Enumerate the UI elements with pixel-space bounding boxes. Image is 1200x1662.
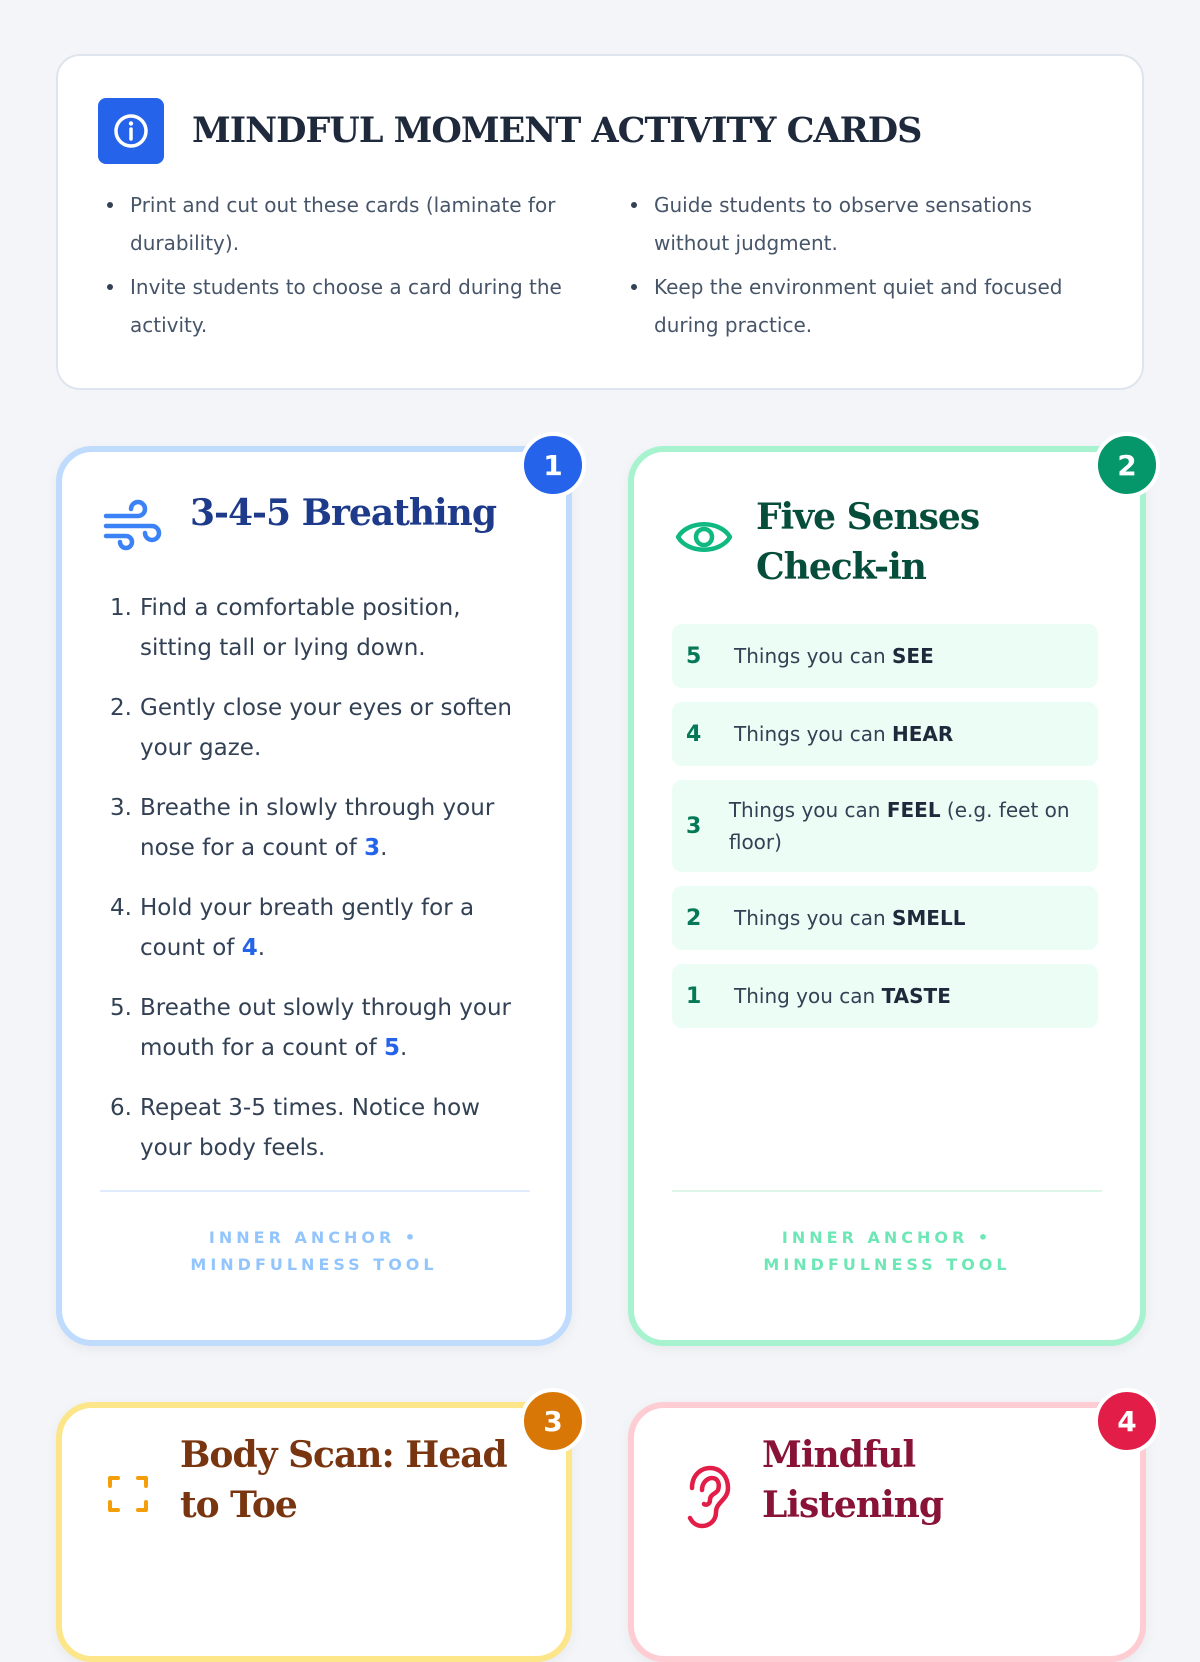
sense-item: 1 Thing you can TASTE	[672, 964, 1098, 1028]
scan-icon	[106, 1472, 150, 1520]
instructions-card	[56, 54, 1144, 390]
step-item: 6. Repeat 3-5 times. Notice how your body feels.	[110, 1095, 480, 1161]
activity-card-body-scan	[56, 1402, 572, 1662]
instructions-list-right	[630, 186, 1100, 350]
card-title: Mindful Listening	[762, 1434, 943, 1526]
sense-item: 4 Things you can HEAR	[672, 702, 1098, 766]
activity-card-five-senses	[628, 446, 1146, 1346]
instruction-item: Invite students to choose a card during the activity.	[106, 268, 576, 344]
ear-icon	[682, 1464, 732, 1534]
step-item: 4. Hold your breath gently for a count of 4.	[110, 895, 475, 961]
activity-card-breathing	[56, 446, 572, 1346]
step-item: 3. Breathe in slowly through your nose for a count of 3.	[110, 795, 495, 861]
eye-icon	[674, 512, 734, 566]
page-title: MINDFUL MOMENT ACTIVITY CARDS	[192, 110, 922, 151]
step-item: 5. Breathe out slowly through your mouth for a count of 5.	[110, 995, 511, 1061]
wind-icon	[102, 494, 166, 562]
activity-card-mindful-listening	[628, 1402, 1146, 1662]
senses-list	[672, 624, 1098, 1042]
instruction-item: Guide students to observe sensations without judgment.	[630, 186, 1100, 262]
instruction-item: Print and cut out these cards (laminate for durability).	[106, 186, 576, 262]
step-item: 1. Find a comfortable position, sitting tall or lying down.	[110, 595, 461, 661]
instruction-item: Keep the environment quiet and focused during practice.	[630, 268, 1100, 344]
sense-item: 5 Things you can SEE	[672, 624, 1098, 688]
card-title: 3-4-5 Breathing	[190, 492, 497, 534]
card-divider	[672, 1190, 1102, 1192]
card-footer: INNER ANCHOR • MINDFULNESS TOOL	[763, 1228, 1011, 1274]
breathing-steps	[110, 588, 530, 1188]
card-divider	[100, 1190, 530, 1192]
card-number-badge: 3	[520, 1388, 586, 1454]
card-title: Five Senses Check-in	[756, 496, 980, 588]
card-footer: INNER ANCHOR • MINDFULNESS TOOL	[190, 1228, 438, 1274]
info-icon	[98, 98, 164, 164]
card-title: Body Scan: Head to Toe	[180, 1434, 507, 1526]
card-number-badge: 2	[1094, 432, 1160, 498]
sense-item: 3 Things you can FEEL (e.g. feet on floor)	[672, 780, 1098, 872]
instructions-list-left	[106, 186, 576, 350]
sense-item: 2 Things you can SMELL	[672, 886, 1098, 950]
step-item: 2. Gently close your eyes or soften your gaze.	[110, 695, 512, 761]
card-number-badge: 4	[1094, 1388, 1160, 1454]
card-number-badge: 1	[520, 432, 586, 498]
